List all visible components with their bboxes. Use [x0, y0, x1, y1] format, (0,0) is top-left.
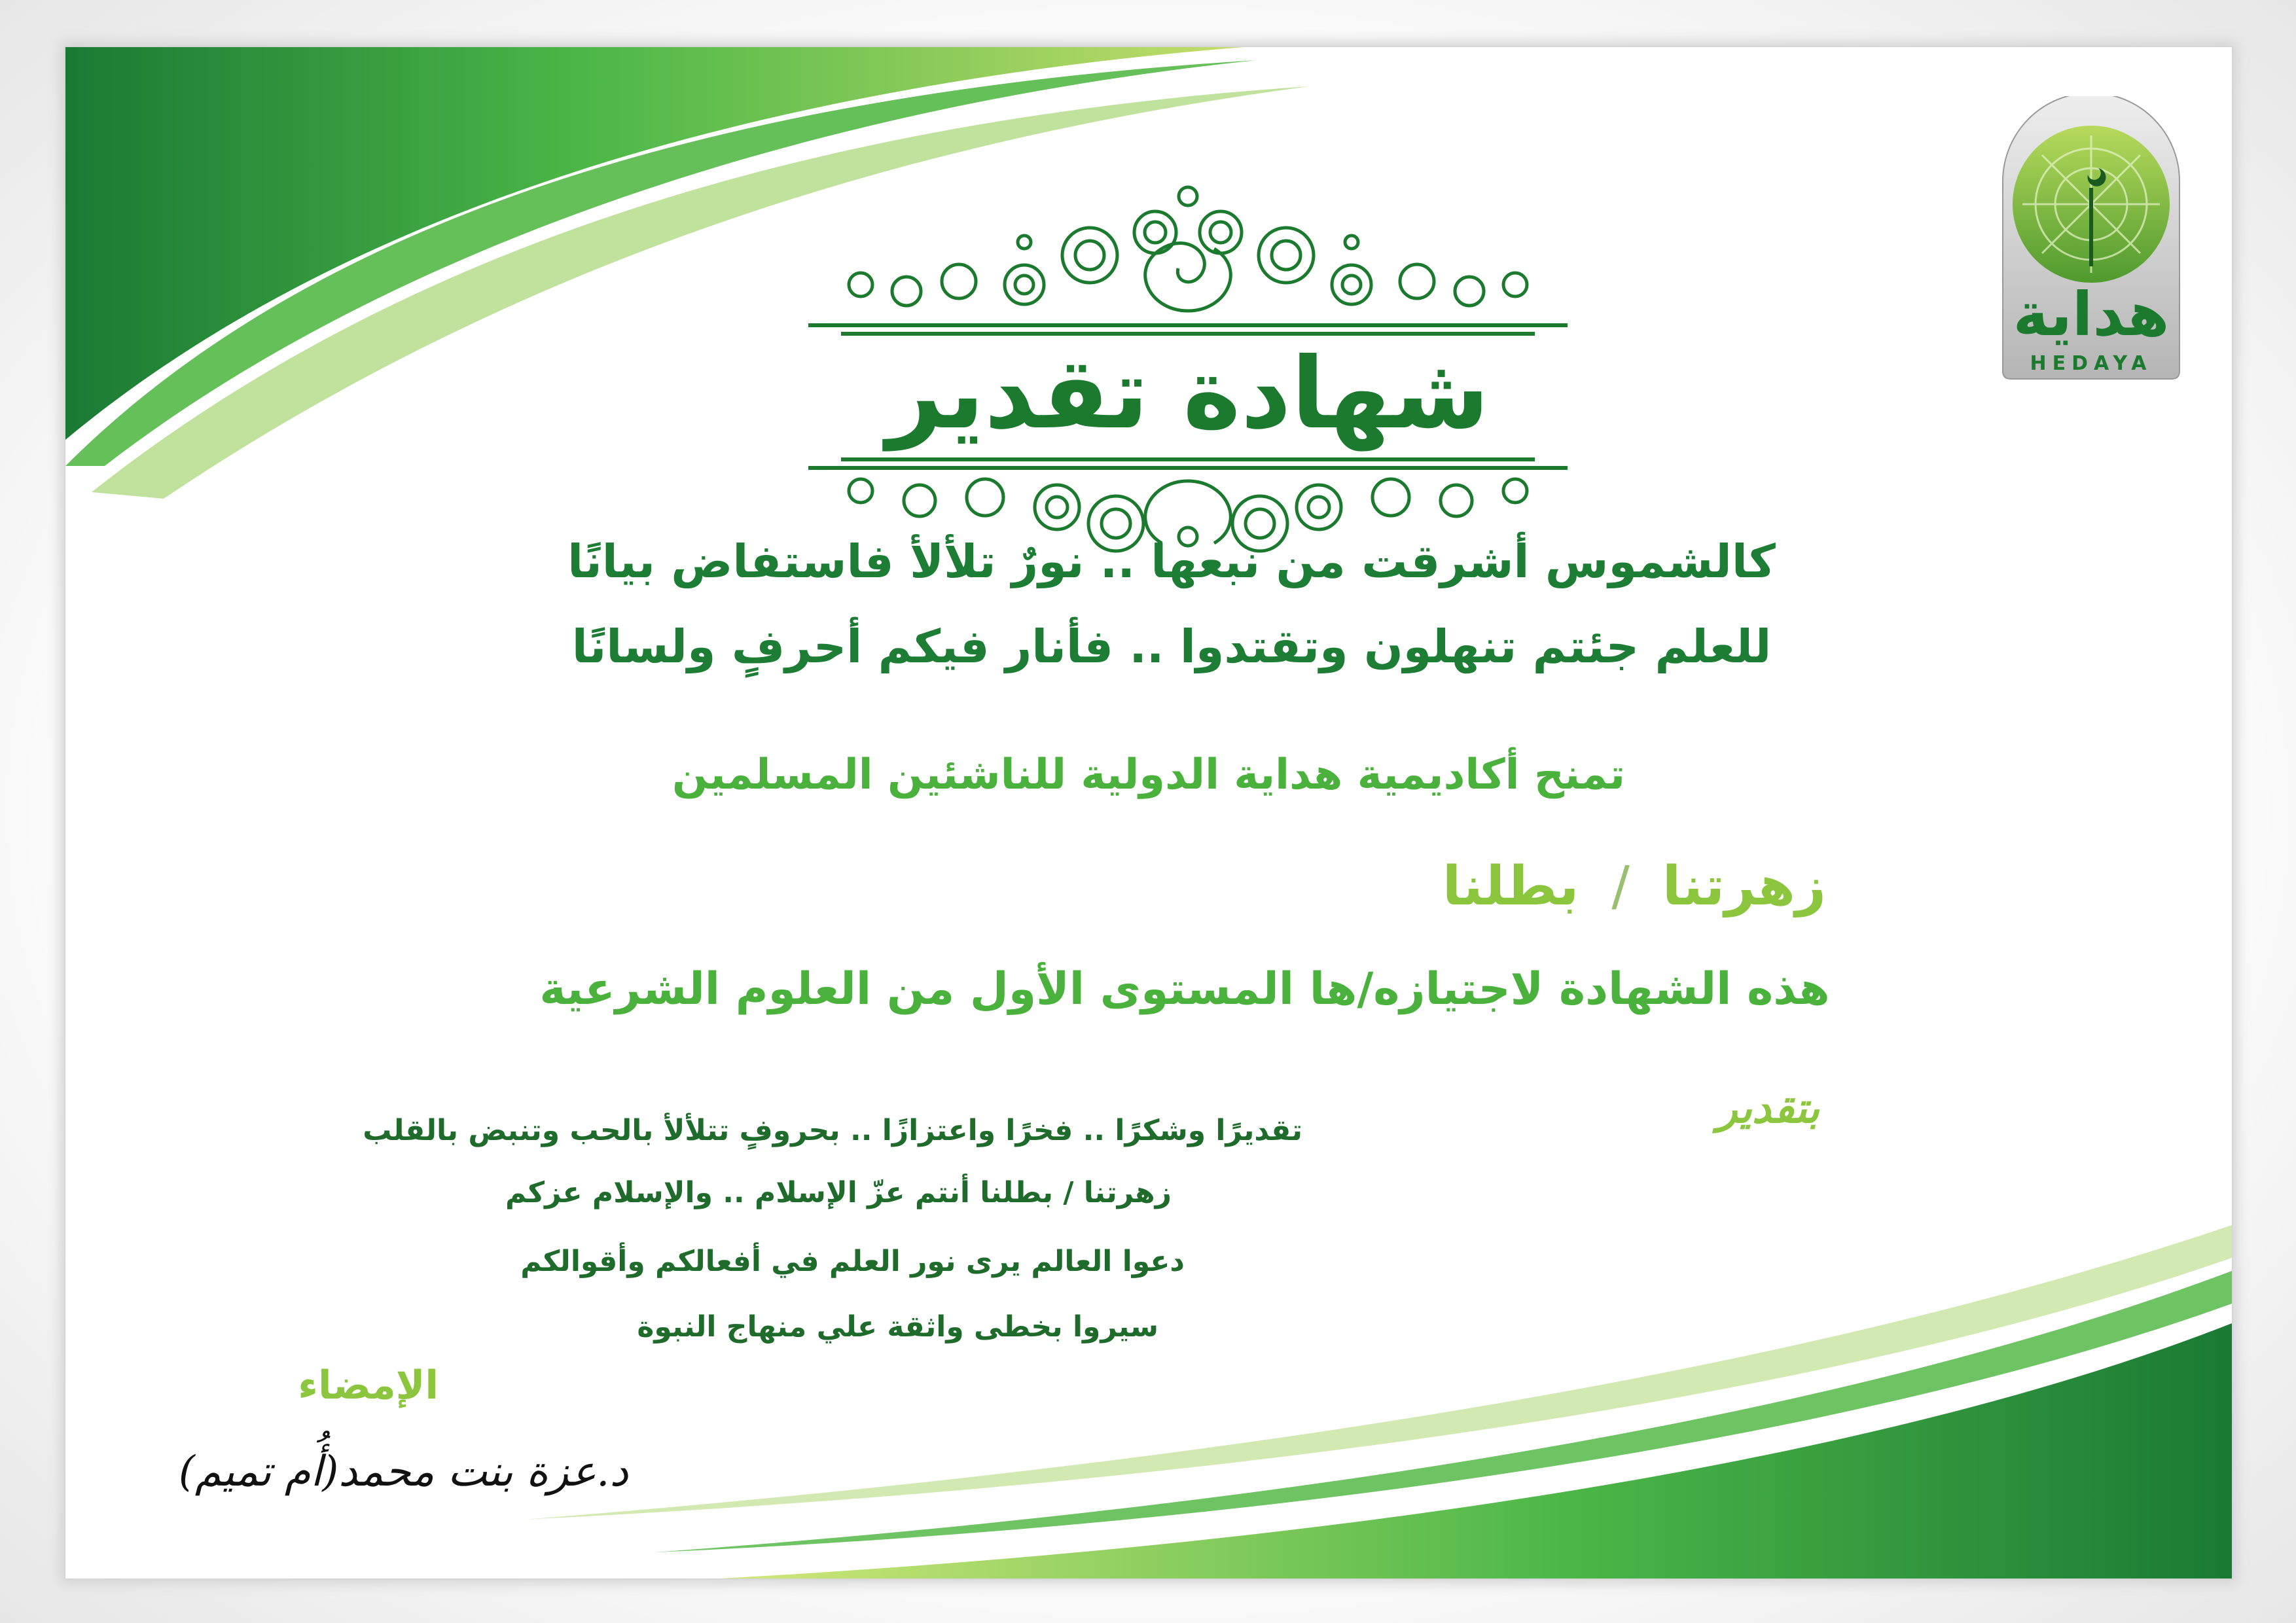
- logo-latin-text: HEDAYA: [2030, 352, 2153, 375]
- top-scroll-icon: [849, 187, 1527, 311]
- recipient-separator: /: [1611, 855, 1630, 918]
- hedaya-logo: [1996, 96, 2186, 384]
- appreciation-label: بتقدير: [1717, 1084, 1820, 1133]
- logo-arabic-text: هداية: [2013, 279, 2170, 349]
- certificate-title: شهادة تقدير: [886, 337, 1490, 451]
- poem-line-2: للعلم جئتم تنهلون وتقتدوا .. فأنار فيكم أحرفٍ ولسانًا: [571, 620, 1772, 673]
- body-line-1: تقديرًا وشكرًا .. فخرًا واعتزازًا .. بحروفٍ تتلألأ بالحب وتنبض بالقلب: [363, 1114, 1302, 1147]
- body-line-4: سيروا بخطى واثقة علي منهاج النبوة: [637, 1310, 1158, 1344]
- certificate-card: [65, 47, 2232, 1578]
- poem-line-1: كالشموس أشرقت من نبعها .. نورٌ تلألأ فاستفاض بيانًا: [567, 535, 1776, 588]
- grant-line: تمنح أكاديمية هداية الدولية للناشئين المسلمين: [672, 751, 1626, 799]
- recipient-line: [1443, 855, 1826, 918]
- signature: د.عزة بنت محمد(أُم تميم): [178, 1448, 628, 1496]
- recipient-female: زهرتنا: [1662, 855, 1826, 918]
- body-line-3: دعوا العالم يرى نور العلم في أفعالكم وأقوالكم: [520, 1245, 1185, 1278]
- recipient-male: بطلنا: [1442, 855, 1579, 918]
- certificate-statement: هذه الشهادة لاجتيازه/ها المستوى الأول من العلوم الشرعية: [539, 963, 1830, 1015]
- signature-label: الإمضاء: [298, 1363, 439, 1408]
- body-line-2: زهرتنا / بطلنا أنتم عزّ الإسلام .. والإسلام عزكم: [505, 1176, 1172, 1209]
